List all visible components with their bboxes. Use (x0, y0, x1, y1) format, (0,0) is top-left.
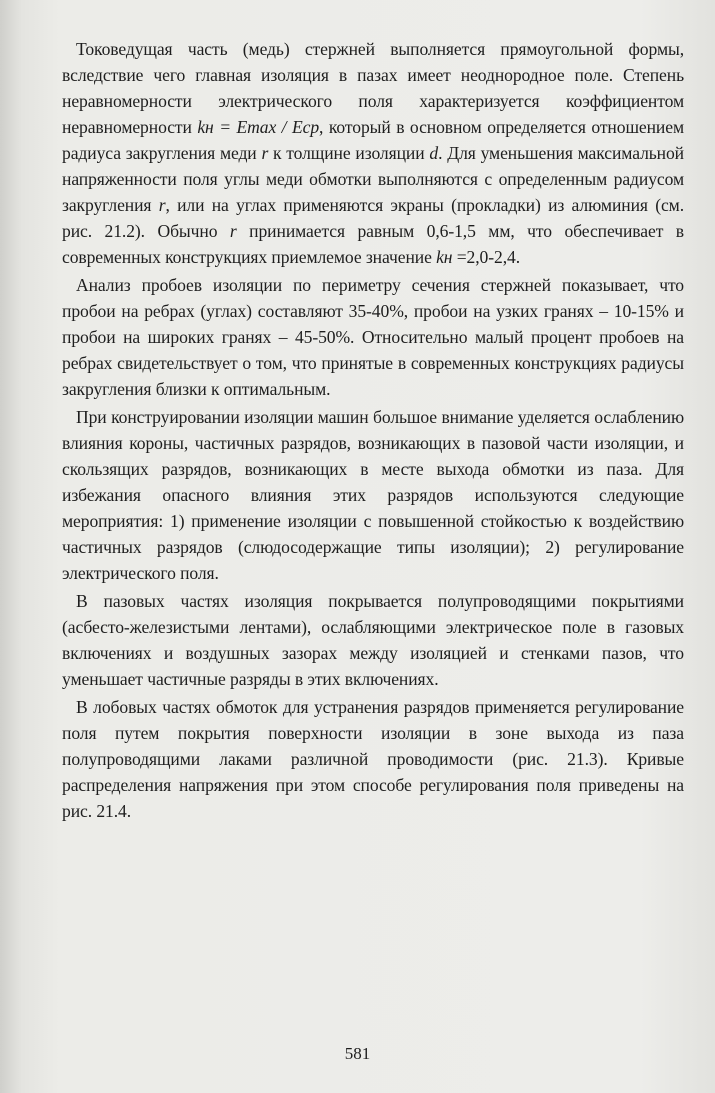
body-text (62, 36, 684, 824)
text-run: =2,0-2,4. (452, 247, 520, 267)
variable-d: d (429, 143, 439, 163)
text-run: , или на углах применяются экраны (прокладки) из алюминия (см. рис. 21.2). Обычно (62, 195, 684, 241)
variable-r: r (261, 143, 269, 163)
paragraph-2: Анализ пробоев изоляции по периметру сечения стержней показывает, что пробои на ребрах (углах) составляют 35-40%, пробои на узких гранях – 10-15% и пробои на широких гранях – 45-50%. Относительно малый процент пробоев на ребрах свидетельствует о том, что принятые в современных конструкциях радиусы закругления близки к оптимальным. (62, 275, 684, 399)
paragraph-5: В лобовых частях обмоток для устранения разрядов применяется регулирование поля путем покрытия поверхности изоляции в зоне выхода из паза полупроводящими лаками различной проводимости (рис. 21.3). Кривые распределения напряжения при этом способе регулирования поля приведены на рис. 21.4. (62, 697, 684, 821)
variable-r: r (158, 195, 166, 215)
text-run: к толщине изоляции (268, 143, 430, 163)
paragraph-4: В пазовых частях изоляция покрывается полупроводящими покрытиями (асбесто-железистыми лентами), ослабляющими электрическое поле в газовых включениях и воздушных зазорах между изоляцией и стенками пазов, что уменьшает частичные разряды в этих включениях. (62, 591, 684, 689)
page-number: 581 (344, 1044, 371, 1063)
paragraph-1 (62, 36, 684, 270)
text-run: принимается равным 0,6-1,5 мм, что обеспечивает в современных конструкциях приемлемое значение (62, 221, 684, 267)
text-run: , который в основном определяется отношением радиуса закругления меди (62, 117, 684, 163)
text-run: . Для уменьшения максимальной напряженности поля углы меди обмотки выполняются с определенным радиусом закругления (62, 143, 685, 215)
paragraph-3: При конструировании изоляции машин большое внимание уделяется ослаблению влияния короны, частичных разрядов, возникающих в пазовой части изоляции, и скользящих разрядов, возникающих в месте выхода обмотки из паза. Для избежания опасного влияния этих разрядов используются следующие мероприятия: 1) применение изоляции с повышенной стойкостью к воздействию частичных разрядов (слюдосодержащие типы изоляции); 2) регулирование электрического поля. (62, 407, 684, 583)
variable-r: r (229, 221, 237, 241)
variable-kn: kн (436, 247, 453, 267)
formula-coefficient: kн = Emax / Eср (197, 117, 320, 137)
text-run: Токоведущая часть (медь) стержней выполняется прямоугольной формы, вследствие чего главная изоляция в пазах имеет неоднородное поле. Степень неравномерности электрического поля характеризуется коэффициентом неравномерности (62, 39, 684, 137)
